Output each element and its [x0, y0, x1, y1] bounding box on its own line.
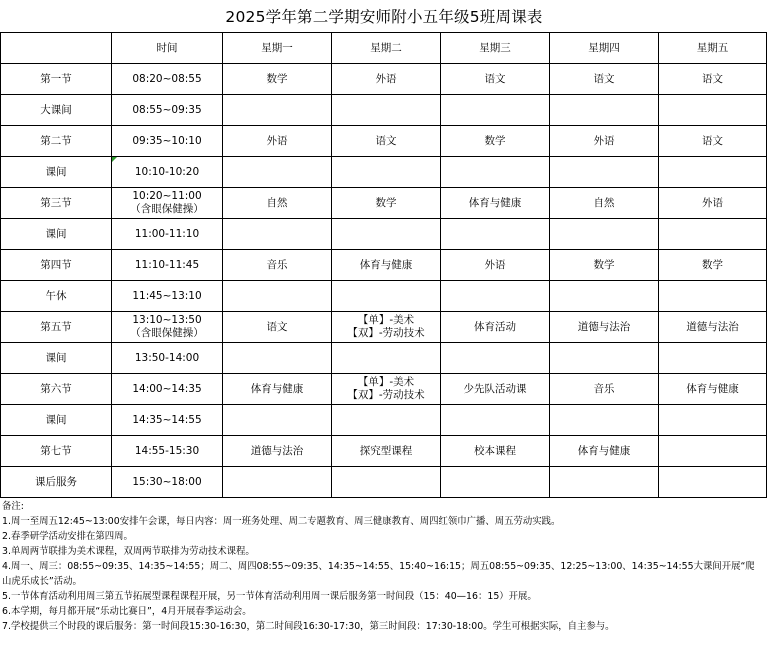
time-text: 11:45~13:10 [132, 289, 202, 302]
time-text: （含眼保健操） [130, 327, 204, 339]
subject-text: 少先队活动课 [463, 382, 527, 395]
subject-cell-tuesday[interactable] [332, 405, 441, 436]
subject-cell-thursday[interactable] [550, 374, 659, 405]
subject-cell-friday[interactable] [659, 343, 767, 374]
period-cell[interactable]: 课后服务 [1, 467, 112, 498]
subject-cell-thursday[interactable] [550, 467, 659, 498]
subject-text: 道德与法治 [577, 320, 631, 333]
time-text: 13:10~13:50 [132, 314, 202, 326]
time-cell[interactable] [112, 343, 223, 374]
time-cell[interactable] [112, 95, 223, 126]
header-corner-cell[interactable] [1, 33, 112, 64]
timetable-row [1, 157, 767, 188]
subject-cell-thursday[interactable] [550, 64, 659, 95]
subject-cell-friday[interactable] [659, 374, 767, 405]
timetable-row [1, 312, 767, 343]
page-title: 2025学年第二学期安师附小五年级5班周课表 [225, 8, 543, 26]
subject-cell-wednesday[interactable] [441, 64, 550, 95]
period-cell[interactable]: 第三节 [1, 188, 112, 219]
timetable-row [1, 467, 767, 498]
header-day-wednesday[interactable]: 星期三 [441, 33, 550, 64]
subject-cell-tuesday[interactable] [332, 188, 441, 219]
subject-cell-friday[interactable] [659, 188, 767, 219]
subject-cell-friday[interactable] [659, 126, 767, 157]
subject-cell-friday[interactable] [659, 64, 767, 95]
subject-cell-monday[interactable] [223, 312, 332, 343]
subject-text: 自然 [266, 196, 288, 209]
subject-text: 语文 [266, 320, 288, 333]
subject-text: 体育与健康 [686, 382, 739, 395]
subject-text: 音乐 [266, 258, 288, 271]
header-day-monday[interactable]: 星期一 [223, 33, 332, 64]
timetable-row [1, 250, 767, 281]
subject-text: 道德与法治 [686, 320, 739, 333]
subject-cell-thursday[interactable] [550, 219, 659, 250]
subject-cell-thursday[interactable] [550, 436, 659, 467]
subject-cell-tuesday[interactable] [332, 343, 441, 374]
subject-text: 外语 [266, 134, 288, 147]
time-cell[interactable] [112, 436, 223, 467]
subject-cell-thursday[interactable] [550, 250, 659, 281]
time-text: 10:10-10:20 [134, 165, 200, 178]
header-day-thursday[interactable]: 星期四 [550, 33, 659, 64]
subject-text: 语文 [702, 134, 723, 147]
period-cell[interactable]: 午休 [1, 281, 112, 312]
subject-text: 体育与健康 [577, 444, 631, 457]
subject-cell-wednesday[interactable] [441, 95, 550, 126]
subject-text: 【单】-美术 [357, 376, 415, 388]
subject-text: 数学 [702, 258, 723, 271]
timetable-row [1, 436, 767, 467]
time-text: 08:55~09:35 [132, 103, 202, 116]
subject-text: 外语 [375, 72, 397, 85]
time-text: 15:30~18:00 [132, 475, 202, 488]
period-cell[interactable]: 第六节 [1, 374, 112, 405]
subject-cell-monday[interactable] [223, 188, 332, 219]
subject-text: 语文 [593, 72, 615, 85]
header-row [1, 33, 767, 64]
subject-text: 探究型课程 [359, 444, 413, 457]
timetable-row [1, 374, 767, 405]
subject-cell-tuesday[interactable] [332, 436, 441, 467]
subject-cell-tuesday[interactable] [332, 157, 441, 188]
header-day-tuesday[interactable]: 星期二 [332, 33, 441, 64]
period-cell[interactable]: 第二节 [1, 126, 112, 157]
time-cell[interactable] [112, 126, 223, 157]
subject-cell-monday[interactable] [223, 219, 332, 250]
notes-heading: 备注: [2, 501, 24, 512]
subject-cell-monday[interactable] [223, 64, 332, 95]
subject-cell-tuesday[interactable] [332, 374, 441, 405]
timetable-grid [0, 32, 767, 498]
subject-text: 外语 [484, 258, 506, 271]
subject-cell-monday[interactable] [223, 126, 332, 157]
subject-cell-thursday[interactable] [550, 343, 659, 374]
time-text: 09:35~10:10 [132, 134, 202, 147]
time-cell[interactable] [112, 157, 223, 188]
subject-cell-wednesday[interactable] [441, 312, 550, 343]
time-text: 11:00-11:10 [134, 227, 200, 240]
header-day-friday[interactable]: 星期五 [659, 33, 767, 64]
period-cell[interactable]: 第四节 [1, 250, 112, 281]
subject-cell-friday[interactable] [659, 95, 767, 126]
subject-cell-tuesday[interactable] [332, 312, 441, 343]
time-text: 13:50-14:00 [134, 351, 200, 364]
subject-cell-friday[interactable] [659, 250, 767, 281]
subject-text: 校本课程 [474, 444, 516, 457]
subject-cell-wednesday[interactable] [441, 343, 550, 374]
subject-cell-tuesday[interactable] [332, 95, 441, 126]
subject-text: 数学 [375, 196, 397, 209]
subject-text: 数学 [484, 134, 506, 147]
subject-cell-wednesday[interactable] [441, 250, 550, 281]
time-cell[interactable] [112, 405, 223, 436]
time-text: 14:55-15:30 [134, 444, 200, 457]
timetable-row [1, 405, 767, 436]
subject-cell-friday[interactable] [659, 436, 767, 467]
subject-text: 体育与健康 [359, 258, 413, 271]
timetable-row [1, 281, 767, 312]
subject-cell-wednesday[interactable] [441, 157, 550, 188]
subject-text: 【双】-劳动技术 [347, 389, 425, 401]
subject-text: 【双】-劳动技术 [347, 327, 425, 339]
header-time-cell[interactable]: 时间 [112, 33, 223, 64]
time-text: 11:10-11:45 [134, 258, 200, 271]
subject-cell-thursday[interactable] [550, 312, 659, 343]
subject-cell-tuesday[interactable] [332, 64, 441, 95]
time-cell[interactable] [112, 467, 223, 498]
subject-cell-monday[interactable] [223, 343, 332, 374]
note-item: 5.一节体育活动利用周三第五节拓展型课程课程开展，另一节体育活动利用周一课后服务第一时间段（15：40—16：15）开展。 [2, 591, 537, 602]
note-item: 3.单周两节联排为美术课程，双周两节联排为劳动技术课程。 [2, 546, 255, 557]
note-item: 2.春季研学活动安排在第四周。 [2, 531, 133, 542]
subject-cell-thursday[interactable] [550, 405, 659, 436]
subject-text: 外语 [593, 134, 615, 147]
subject-cell-monday[interactable] [223, 436, 332, 467]
subject-cell-monday[interactable] [223, 157, 332, 188]
note-item: 4.周一、周三：08:55~09:35、14:35~14:55；周二、周四08:55~09:35、14:35~14:55、15:40~16:15；周五08:55~09:35、12:25~13:00、14:35~14:55大课间开展“爬山虎乐成长”活动。 [2, 561, 755, 587]
subject-cell-wednesday[interactable] [441, 281, 550, 312]
time-cell[interactable] [112, 188, 223, 219]
subject-cell-wednesday[interactable] [441, 188, 550, 219]
subject-cell-wednesday[interactable] [441, 467, 550, 498]
subject-cell-thursday[interactable] [550, 126, 659, 157]
note-item: 1.周一至周五12:45~13:00安排午会课，每日内容：周一班务处理、周二专题教育、周三健康教育、周四红领巾广播、周五劳动实践。 [2, 516, 561, 527]
timetable-row [1, 126, 767, 157]
subject-cell-thursday[interactable] [550, 188, 659, 219]
notes-section [0, 499, 768, 634]
subject-text: 语文 [375, 134, 397, 147]
subject-cell-friday[interactable] [659, 219, 767, 250]
period-cell[interactable]: 课间 [1, 157, 112, 188]
time-text: 08:20~08:55 [132, 72, 202, 85]
subject-cell-monday[interactable] [223, 467, 332, 498]
time-text: （含眼保健操） [130, 203, 204, 215]
subject-cell-monday[interactable] [223, 95, 332, 126]
subject-cell-monday[interactable] [223, 281, 332, 312]
subject-text: 体育活动 [474, 320, 516, 333]
time-cell[interactable] [112, 250, 223, 281]
time-cell[interactable] [112, 64, 223, 95]
subject-cell-monday[interactable] [223, 374, 332, 405]
subject-cell-tuesday[interactable] [332, 126, 441, 157]
subject-cell-wednesday[interactable] [441, 436, 550, 467]
time-cell[interactable] [112, 374, 223, 405]
subject-cell-friday[interactable] [659, 281, 767, 312]
subject-cell-wednesday[interactable] [441, 219, 550, 250]
subject-cell-tuesday[interactable] [332, 250, 441, 281]
subject-cell-wednesday[interactable] [441, 374, 550, 405]
subject-cell-thursday[interactable] [550, 157, 659, 188]
subject-text: 体育与健康 [468, 196, 522, 209]
timetable-row [1, 219, 767, 250]
period-cell[interactable]: 大课间 [1, 95, 112, 126]
subject-text: 自然 [593, 196, 615, 209]
timetable-row [1, 95, 767, 126]
subject-cell-friday[interactable] [659, 405, 767, 436]
timetable-row [1, 188, 767, 219]
time-cell[interactable] [112, 312, 223, 343]
time-text: 14:00~14:35 [132, 382, 202, 395]
period-cell[interactable]: 课间 [1, 219, 112, 250]
subject-text: 外语 [702, 196, 723, 209]
time-cell[interactable] [112, 281, 223, 312]
period-cell[interactable]: 课间 [1, 405, 112, 436]
time-text: 10:20~11:00 [132, 190, 202, 202]
timetable-row [1, 343, 767, 374]
subject-text: 体育与健康 [250, 382, 304, 395]
subject-cell-friday[interactable] [659, 157, 767, 188]
note-item: 7.学校提供三个时段的课后服务：第一时间段15:30-16:30，第二时间段16:30-17:30，第三时间段：17:30-18:00。学生可根据实际，自主参与。 [2, 621, 615, 632]
timetable-row [1, 64, 767, 95]
period-cell[interactable]: 第五节 [1, 312, 112, 343]
subject-cell-tuesday[interactable] [332, 467, 441, 498]
subject-cell-monday[interactable] [223, 250, 332, 281]
subject-cell-monday[interactable] [223, 405, 332, 436]
cell-comment-marker[interactable] [112, 157, 117, 162]
subject-text: 语文 [702, 72, 723, 85]
subject-cell-friday[interactable] [659, 467, 767, 498]
subject-cell-thursday[interactable] [550, 95, 659, 126]
subject-cell-thursday[interactable] [550, 281, 659, 312]
period-cell[interactable]: 第七节 [1, 436, 112, 467]
subject-cell-wednesday[interactable] [441, 126, 550, 157]
subject-text: 语文 [484, 72, 506, 85]
subject-cell-tuesday[interactable] [332, 281, 441, 312]
subject-text: 【单】-美术 [357, 314, 415, 326]
subject-text: 音乐 [593, 382, 615, 395]
subject-text: 数学 [593, 258, 615, 271]
subject-cell-tuesday[interactable] [332, 219, 441, 250]
period-cell[interactable]: 第一节 [1, 64, 112, 95]
subject-cell-wednesday[interactable] [441, 405, 550, 436]
subject-text: 道德与法治 [250, 444, 304, 457]
subject-cell-friday[interactable] [659, 312, 767, 343]
time-text: 14:35~14:55 [132, 413, 202, 426]
note-item: 6.本学期，每月都开展“乐动比赛日”，4月开展春季运动会。 [2, 606, 252, 617]
subject-text: 数学 [266, 72, 288, 85]
time-cell[interactable] [112, 219, 223, 250]
period-cell[interactable]: 课间 [1, 343, 112, 374]
